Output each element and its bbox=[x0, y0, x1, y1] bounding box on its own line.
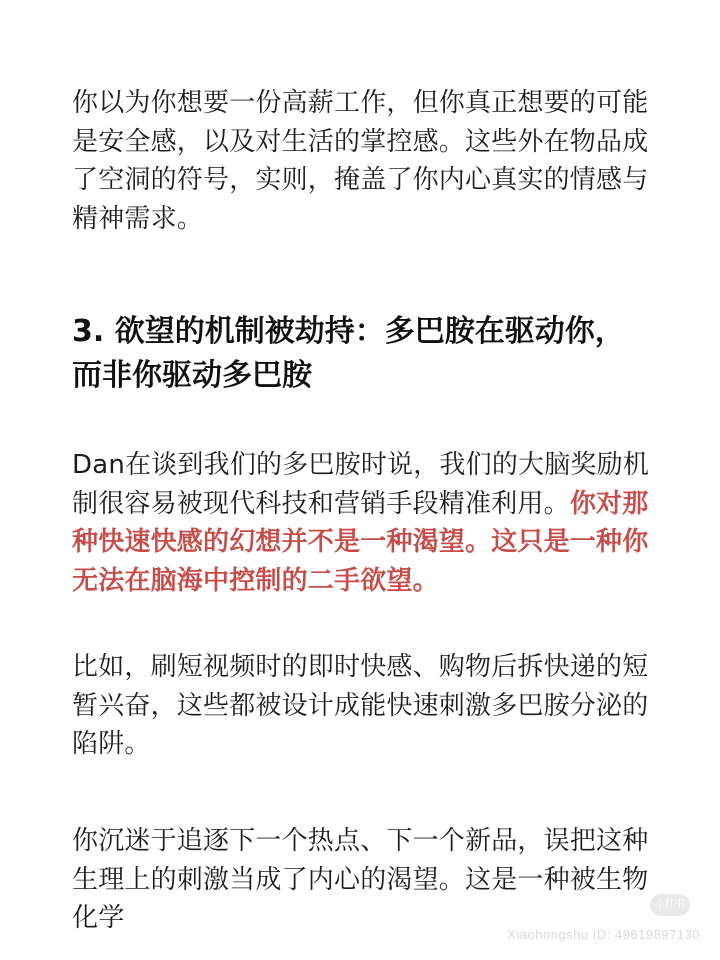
watermark-id: Xiaohongshu ID: 49619897130 bbox=[507, 927, 700, 942]
section-heading-3: 3. 欲望的机制被劫持：多巴胺在驱动你，而非你驱动多巴胺 bbox=[72, 314, 625, 393]
paragraph-2-highlight: 你对那种快速快感的幻想并不是一种渴望。这只是一种你无法在脑海中控制的二手欲望。 bbox=[72, 488, 649, 596]
paragraph-4: 你沉迷于追逐下一个热点、下一个新品，误把这种生理上的刺激当成了内心的渴望。这是一种被生物化学 bbox=[72, 826, 649, 933]
paragraph-2 bbox=[72, 446, 652, 600]
paragraph-1: 你以为你想要一份高薪工作，但你真正想要的可能是安全感，以及对生活的掌控感。这些外在物品成了空洞的符号，实则，掩盖了你内心真实的情感与精神需求。 bbox=[72, 88, 649, 234]
paragraph-2-text: Dan在谈到我们的多巴胺时说，我们的大脑奖励机制很容易被现代科技和营销手段精准利用。 bbox=[72, 450, 650, 519]
paragraph-3: 比如，刷短视频时的即时快感、购物后拆快递的短暂兴奋，这些都被设计成能快速刺激多巴胺分泌的陷阱。 bbox=[72, 652, 649, 759]
xiaohongshu-logo-watermark: 小红书 bbox=[650, 894, 690, 916]
